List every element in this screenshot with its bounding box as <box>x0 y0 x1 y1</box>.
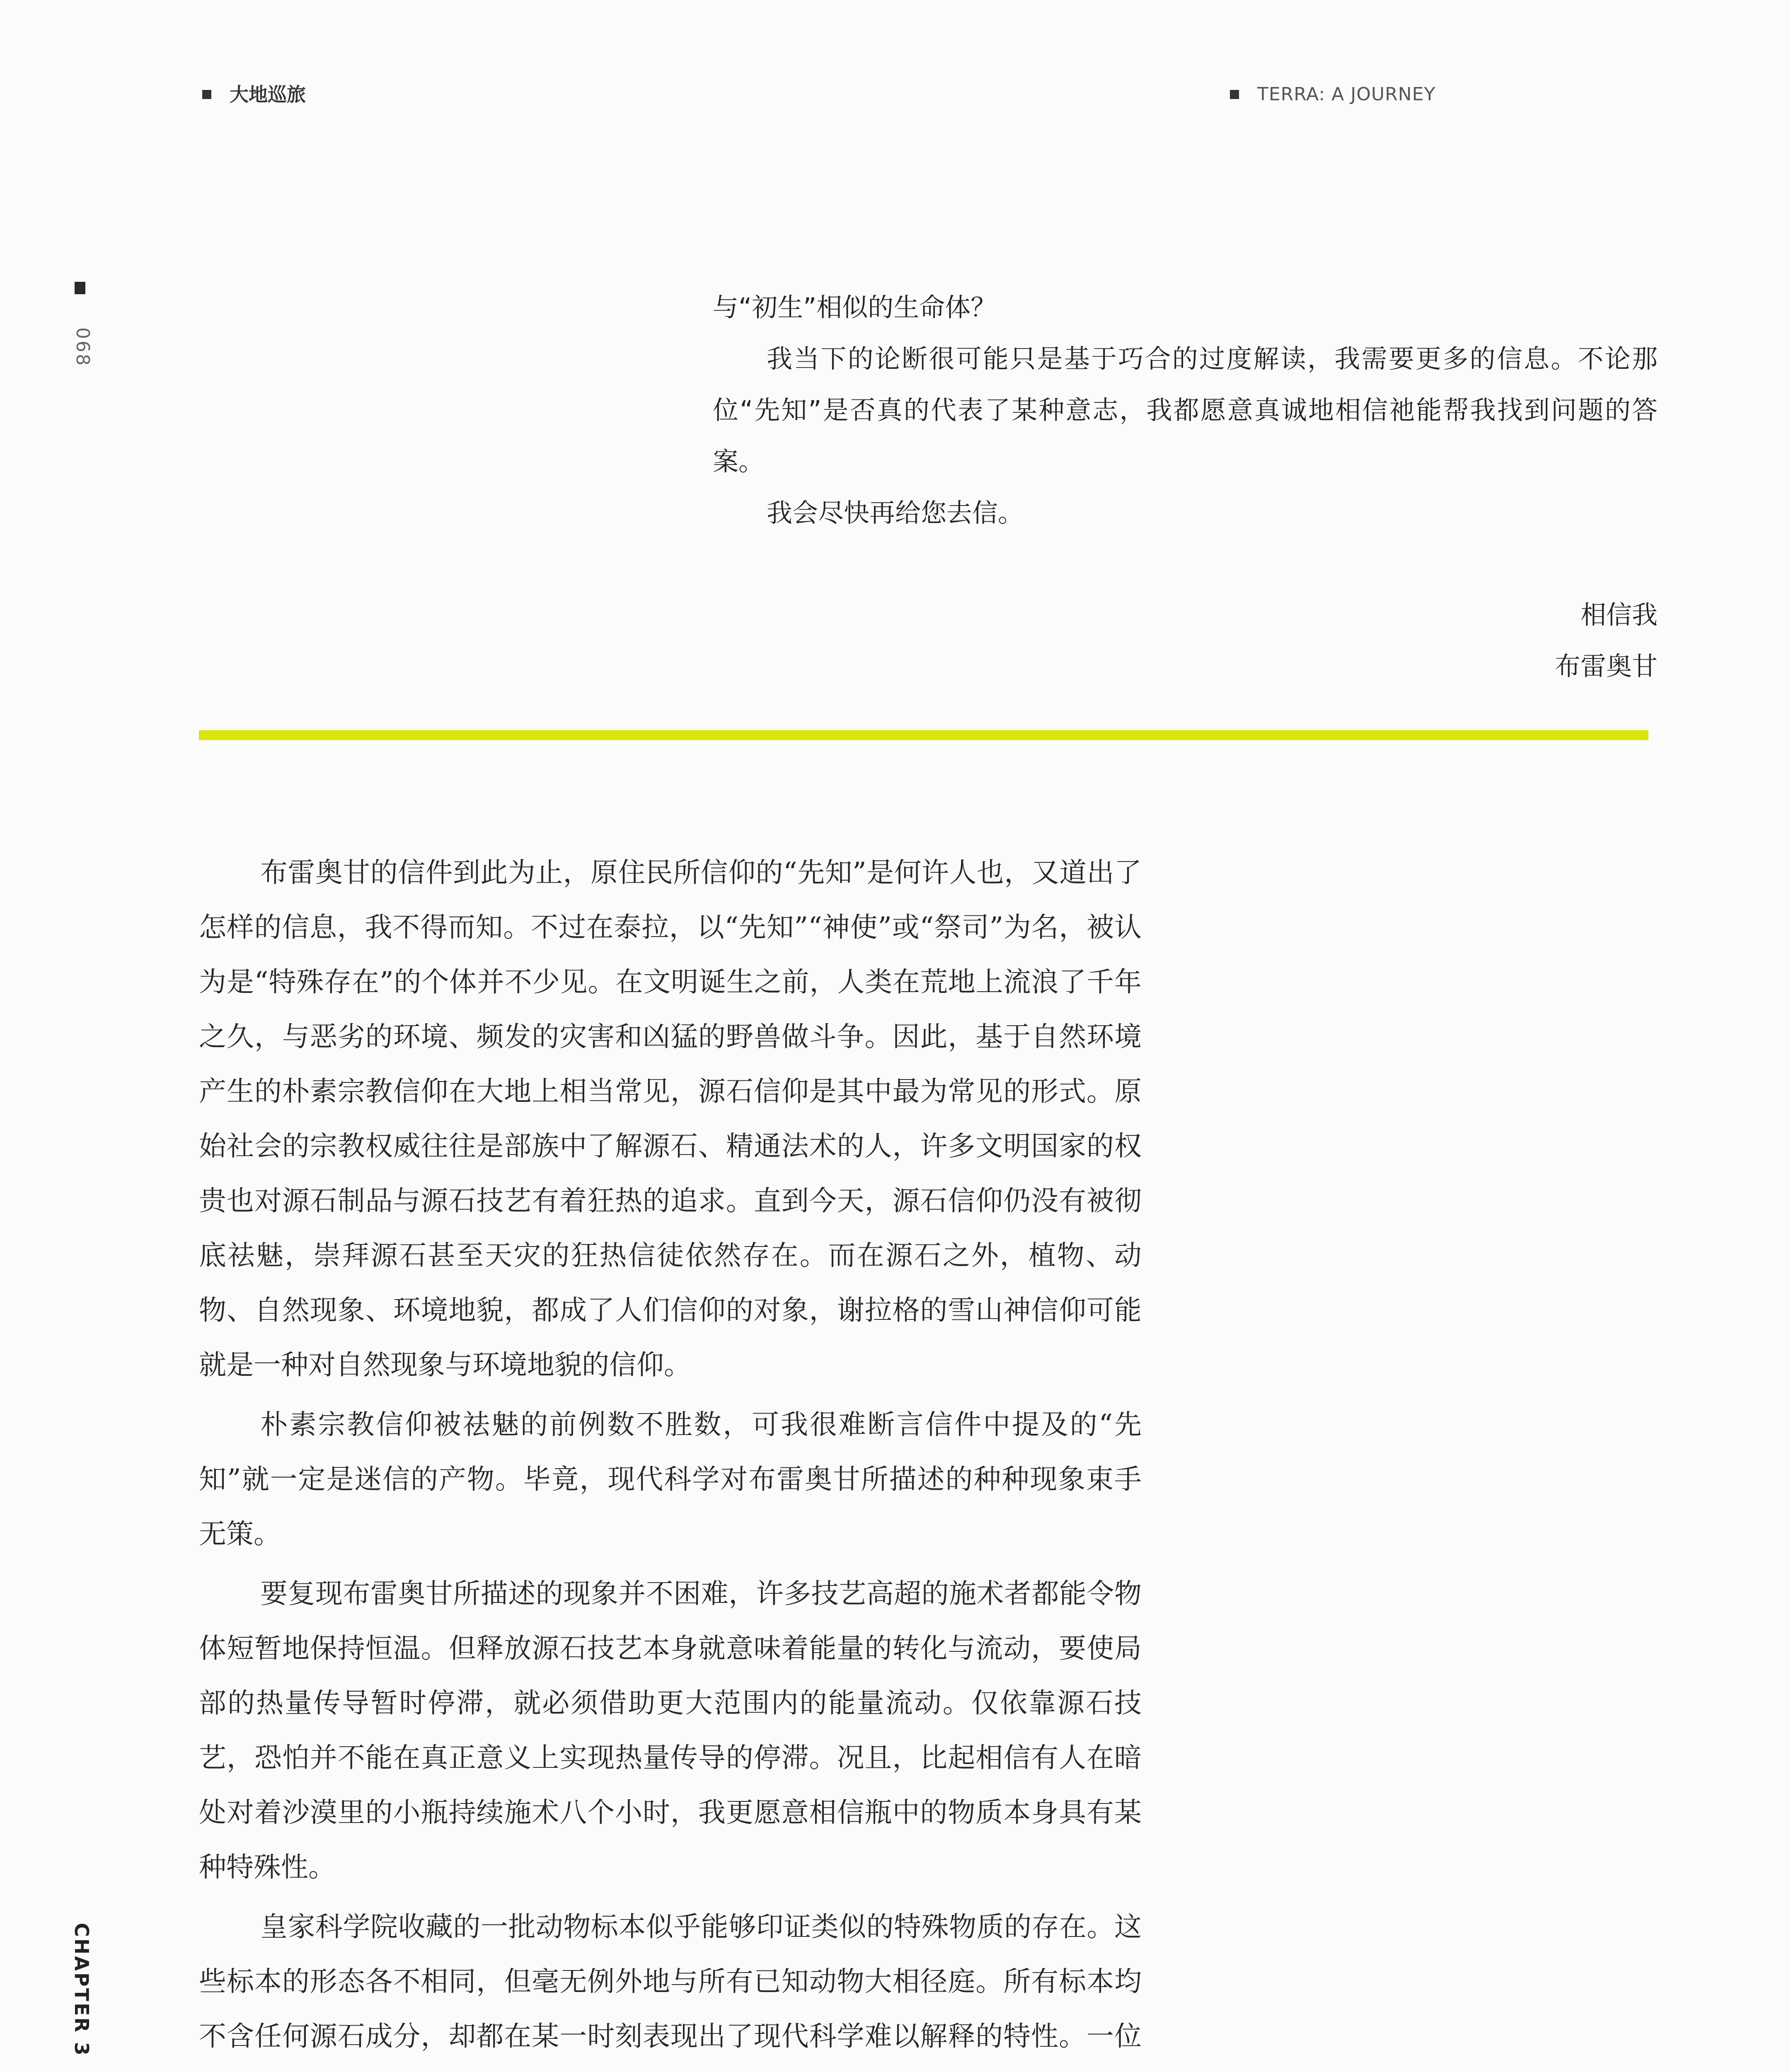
letter-paragraph: 我当下的论断很可能只是基于巧合的过度解读，我需要更多的信息。不论那位“先知”是否真的代表了某种意志，我都愿意真诚地相信祂能帮我找到问题的答案。 <box>713 344 1658 477</box>
body-text <box>199 845 1142 2072</box>
running-header-right <box>1230 82 1435 107</box>
body-paragraph: 皇家科学院收藏的一批动物标本似乎能够印证类似的特殊物质的存在。这些标本的形态各不相同，但毫无例外地与所有已知动物大相径庭。所有标本均不含任何源石成分，却都在某一时刻表现出了现代科学难以解释的特性。一位 <box>199 1911 1142 2052</box>
letter-signature: 布雷奥甘 <box>1554 651 1658 681</box>
header-left-title: 大地巡旅 <box>230 83 306 106</box>
running-header-left <box>202 82 306 107</box>
chapter-number: CHAPTER 3 <box>70 1923 93 2057</box>
chapter-label <box>66 1923 95 2072</box>
letter-paragraph: 与“初生”相似的生命体？ <box>713 292 997 322</box>
letter-paragraph: 我会尽快再给您去信。 <box>767 498 1024 528</box>
header-square-marker <box>202 90 211 99</box>
letter-closing: 相信我 <box>1580 600 1658 630</box>
header-right-title: TERRA: A JOURNEY <box>1257 84 1436 105</box>
body-paragraph: 要复现布雷奥甘所描述的现象并不困难，许多技艺高超的施术者都能令物体短暂地保持恒温。但释放源石技艺本身就意味着能量的转化与流动，要使局部的热量传导暂时停滞，就必须借助更大范围内的能量流动。仅依靠源石技艺，恐怕并不能在真正意义上实现热量传导的停滞。况且，比起相信有人在暗处对着沙漠里的小瓶持续施术八个小时，我更愿意相信瓶中的物质本身具有某种特殊性。 <box>199 1578 1142 1883</box>
section-divider-bar <box>199 730 1648 740</box>
letter-excerpt <box>713 282 1658 539</box>
page-number: 068 <box>72 327 93 367</box>
header-square-marker <box>1230 90 1239 99</box>
body-paragraph: 朴素宗教信仰被祛魅的前例数不胜数，可我很难断言信件中提及的“先知”就一定是迷信的产物。毕竟，现代科学对布雷奥甘所描述的种种现象束手无策。 <box>199 1409 1142 1550</box>
letter-signoff <box>1555 589 1658 692</box>
page-number-marker <box>75 282 85 294</box>
body-paragraph: 布雷奥甘的信件到此为止，原住民所信仰的“先知”是何许人也，又道出了怎样的信息，我不得而知。不过在泰拉，以“先知”“神使”或“祭司”为名，被认为是“特殊存在”的个体并不少见。在文明诞生之前，人类在荒地上流浪了千年之久，与恶劣的环境、频发的灾害和凶猛的野兽做斗争。因此，基于自然环境产生的朴素宗教信仰在大地上相当常见，源石信仰是其中最为常见的形式。原始社会的宗教权威往往是部族中了解源石、精通法术的人，许多文明国家的权贵也对源石制品与源石技艺有着狂热的追求。直到今天，源石信仰仍没有被彻底祛魅，崇拜源石甚至天灾的狂热信徒依然存在。而在源石之外，植物、动物、自然现象、环境地貌，都成了人们信仰的对象，谢拉格的雪山神信仰可能就是一种对自然现象与环境地貌的信仰。 <box>199 857 1142 1381</box>
